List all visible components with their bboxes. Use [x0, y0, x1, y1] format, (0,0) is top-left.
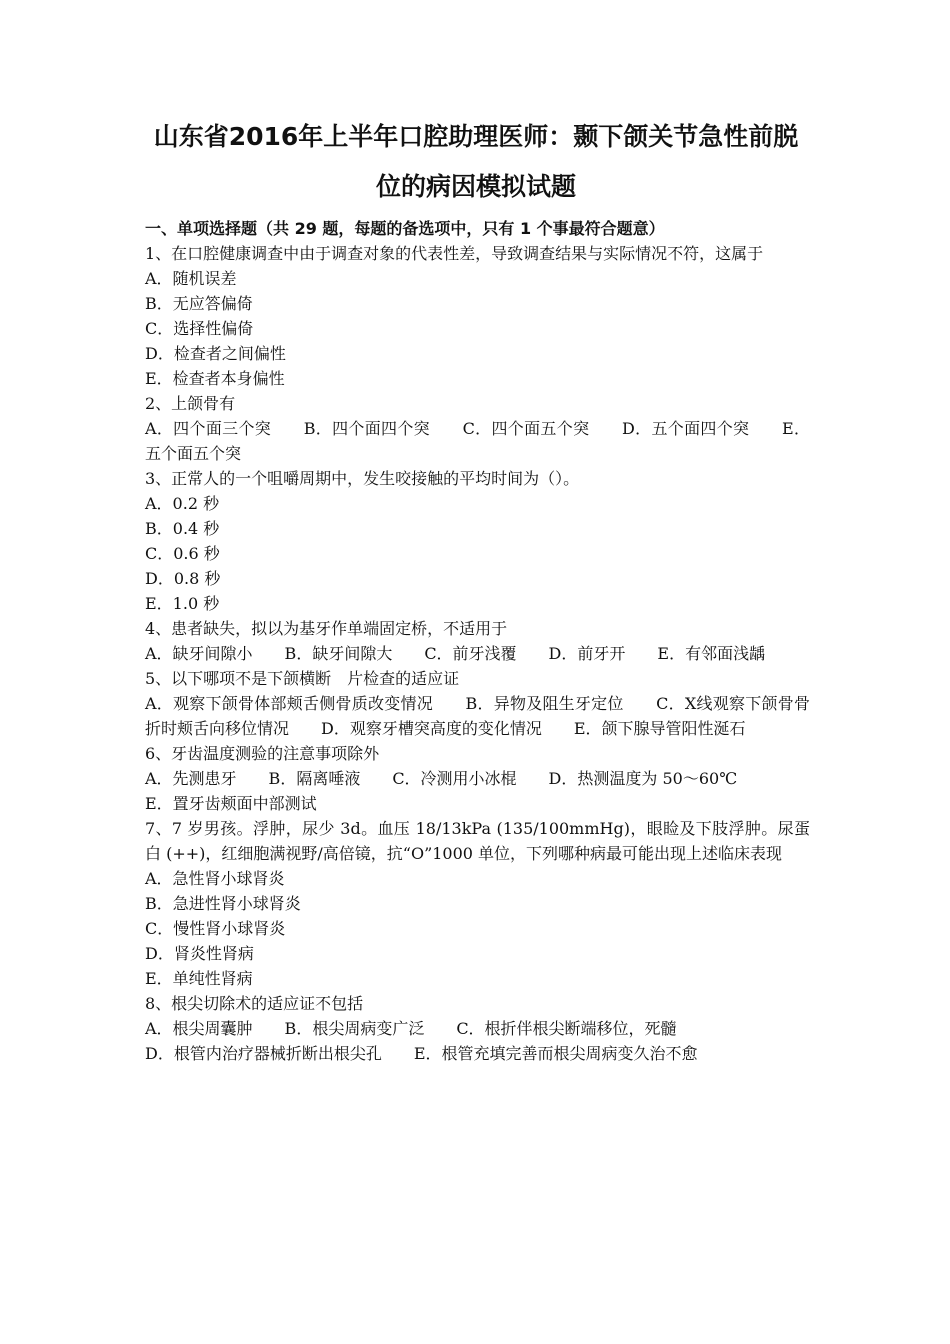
question-stem: 1、在口腔健康调查中由于调查对象的代表性差，导致调查结果与实际情况不符，这属于: [145, 244, 764, 263]
answer-option: E．单纯性肾病: [145, 969, 253, 988]
answer-option: C．慢性肾小球肾炎: [145, 919, 286, 938]
answer-option: B．急进性肾小球肾炎: [145, 894, 301, 913]
question-stem: 8、根尖切除术的适应证不包括: [145, 994, 364, 1013]
answer-option: A．急性肾小球肾炎: [145, 869, 285, 888]
answer-options-inline: A．观察下颌骨体部颊舌侧骨质改变情况 B．异物及阻生牙定位 C．X线观察下颌骨骨折时颊舌向移位情况 D．观察牙槽突高度的变化情况 E．颌下腺导管阳性涎石: [145, 694, 810, 738]
answer-option: A．0.2 秒: [145, 494, 220, 513]
answer-options-line: A．根尖周囊肿 B．根尖周病变广泛 C．根折伴根尖断端移位，死髓: [145, 1019, 677, 1038]
document-body: [145, 216, 810, 1066]
answer-options-inline: A．缺牙间隙小 B．缺牙间隙大 C．前牙浅覆 D．前牙开 E．有邻面浅龋: [145, 644, 766, 663]
answer-options-inline: A．四个面三个突 B．四个面四个突 C．四个面五个突 D．五个面四个突 E．五个面五个突: [145, 419, 810, 463]
page-title-line1: 山东省2016年上半年口腔助理医师：颞下颌关节急性前脱: [153, 122, 799, 151]
answer-options-inline: A．先测患牙 B．隔离唾液 C．冷测用小冰棍 D．热测温度为 50～60℃: [145, 769, 738, 788]
answer-option: D．检查者之间偏性: [145, 344, 286, 363]
section-heading: 一、单项选择题（共 29 题，每题的备选项中，只有 1 个事最符合题意）: [145, 219, 665, 238]
answer-option: B．0.4 秒: [145, 519, 220, 538]
question-stem: 3、正常人的一个咀嚼周期中，发生咬接触的平均时间为（）。: [145, 469, 580, 488]
question-stem: 2、上颌骨有: [145, 394, 236, 413]
question-stem: 5、以下哪项不是下颌横断 片检查的适应证: [145, 669, 460, 688]
answer-option: E．1.0 秒: [145, 594, 220, 613]
answer-option: E．检查者本身偏性: [145, 369, 285, 388]
question-stem: 7、7 岁男孩。浮肿，尿少 3d。血压 18/13kPa (135/100mmHg)，眼睑及下肢浮肿。尿蛋白 (++)，红细胞满视野/高倍镜，抗“O”1000 单位，下列哪种病最可能出现上述临床表现: [145, 819, 810, 863]
answer-option: D．肾炎性肾病: [145, 944, 254, 963]
page-title-line2: 位的病因模拟试题: [375, 172, 576, 201]
answer-option: C．0.6 秒: [145, 544, 220, 563]
answer-option: A．随机误差: [145, 269, 237, 288]
answer-option: E．置牙齿颊面中部测试: [145, 794, 317, 813]
answer-option: D．0.8 秒: [145, 569, 221, 588]
answer-option: C．选择性偏倚: [145, 319, 254, 338]
answer-options-line: D．根管内治疗器械折断出根尖孔 E．根管充填完善而根尖周病变久治不愈: [145, 1044, 698, 1063]
answer-option: B．无应答偏倚: [145, 294, 253, 313]
question-stem: 4、患者缺失，拟以为基牙作单端固定桥，不适用于: [145, 619, 508, 638]
question-stem: 6、牙齿温度测验的注意事项除外: [145, 744, 380, 763]
